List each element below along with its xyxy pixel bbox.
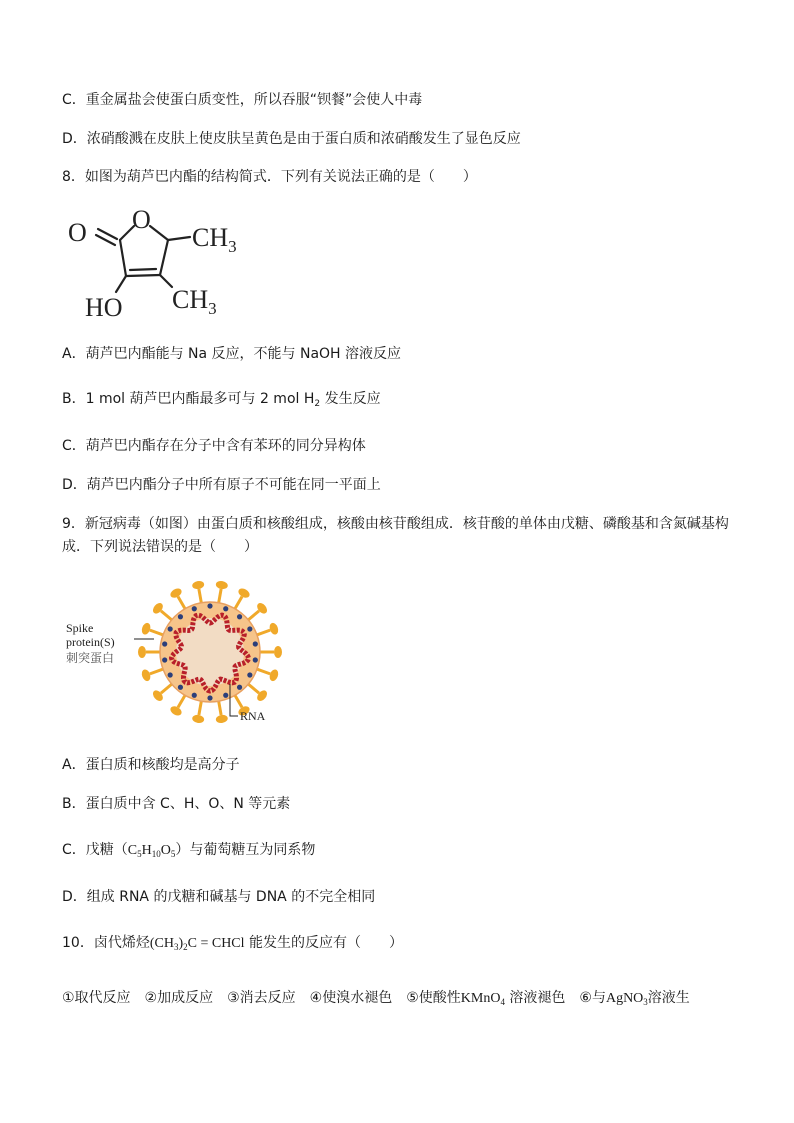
membrane-protein [162, 657, 167, 662]
spike-label-line2: protein(S) [66, 635, 115, 649]
spike-head [169, 704, 183, 717]
spike-head [268, 668, 280, 682]
lactone-structure [60, 200, 260, 325]
spike-head [215, 580, 228, 590]
methyl-group-2: $CH_3$ [172, 285, 217, 318]
spike-head [215, 714, 228, 724]
spike-head [169, 587, 183, 600]
q7-option-c: C．重金属盐会使蛋白质变性，所以吞服“钡餐”会使人中毒 [62, 92, 423, 108]
q10-options: ①取代反应 ②加成反应 ③消去反应 ④使溴水褪色 ⑤使酸性KMnO$_4$ 溶液褪色 ⑥与AgNO$_3$溶液生 [62, 990, 690, 1007]
spike-head [237, 587, 251, 600]
q9-stem-line1: 9．新冠病毒（如图）由蛋白质和核酸组成，核酸由核苷酸组成．核苷酸的单体由戊糖、磷酸基和含氮碱基构 [62, 516, 729, 532]
spike-label-chinese: 刺突蛋白 [66, 651, 115, 665]
q10-stem: 10．卤代烯烃$(CH_3)_2C$ = CHCl 能发生的反应有（ ） [62, 935, 403, 952]
spike-head [274, 646, 282, 658]
q9-option-a: A．蛋白质和核酸均是高分子 [62, 757, 240, 773]
membrane-protein [207, 695, 212, 700]
membrane-protein [237, 685, 242, 690]
rna-label: RNA [240, 709, 266, 723]
spike-head [140, 668, 152, 682]
membrane-protein [178, 685, 183, 690]
q9-option-d: D．组成 RNA 的戊糖和碱基与 DNA 的不完全相同 [62, 889, 376, 905]
membrane-protein [168, 672, 173, 677]
q8-option-b: B．1 mol 葫芦巴内酯最多可与 2 mol $H_2$ 发生反应 [62, 391, 381, 409]
spike-head [192, 714, 205, 724]
q8-stem: 8．如图为葫芦巴内酯的结构简式．下列有关说法正确的是（ ） [62, 169, 477, 185]
membrane-protein [253, 657, 258, 662]
pentose-formula: $C_5H_{10}O_5$ [127, 843, 176, 859]
hydroxyl-group: HO [85, 293, 123, 322]
membrane-protein [168, 626, 173, 631]
q9-option-c: C．戊糖$(C_5H_{10}O_5)$与葡萄糖互为同系物 [62, 842, 316, 859]
q7-option-d: D．浓硝酸溅在皮肤上使皮肤呈黄色是由于蛋白质和浓硝酸发生了显色反应 [62, 131, 521, 147]
q8-option-c: C．葫芦巴内酯存在分子中含有苯环的同分异构体 [62, 438, 366, 454]
membrane-protein [223, 693, 228, 698]
membrane-protein [223, 606, 228, 611]
spike-head [140, 622, 152, 636]
membrane-protein [237, 614, 242, 619]
membrane-protein [247, 626, 252, 631]
haloalkene-formula: $(CH_3)_2C$ = CHCl [149, 936, 245, 952]
q8-option-a: A．葫芦巴内酯能与 Na 反应，不能与 NaOH 溶液反应 [62, 346, 402, 362]
spike-label-line1: Spike [66, 621, 94, 635]
spike-head [138, 646, 146, 658]
membrane-protein [162, 641, 167, 646]
membrane-protein [253, 641, 258, 646]
coronavirus-figure [60, 580, 300, 730]
membrane-protein [192, 606, 197, 611]
methyl-group-1: $CH_3$ [192, 223, 237, 256]
membrane-protein [192, 693, 197, 698]
q9-stem-line2: 成．下列说法错误的是（ ） [62, 539, 258, 555]
membrane-protein [207, 603, 212, 608]
carbonyl-oxygen: O [68, 218, 87, 247]
ring-oxygen: O [132, 205, 151, 234]
membrane-protein [247, 672, 252, 677]
spike-head [192, 580, 205, 590]
spike-head [268, 622, 280, 636]
q8-option-d: D．葫芦巴内酯分子中所有原子不可能在同一平面上 [62, 477, 381, 493]
q9-option-b: B．蛋白质中含 C、H、O、N 等元素 [62, 796, 291, 812]
membrane-protein [178, 614, 183, 619]
